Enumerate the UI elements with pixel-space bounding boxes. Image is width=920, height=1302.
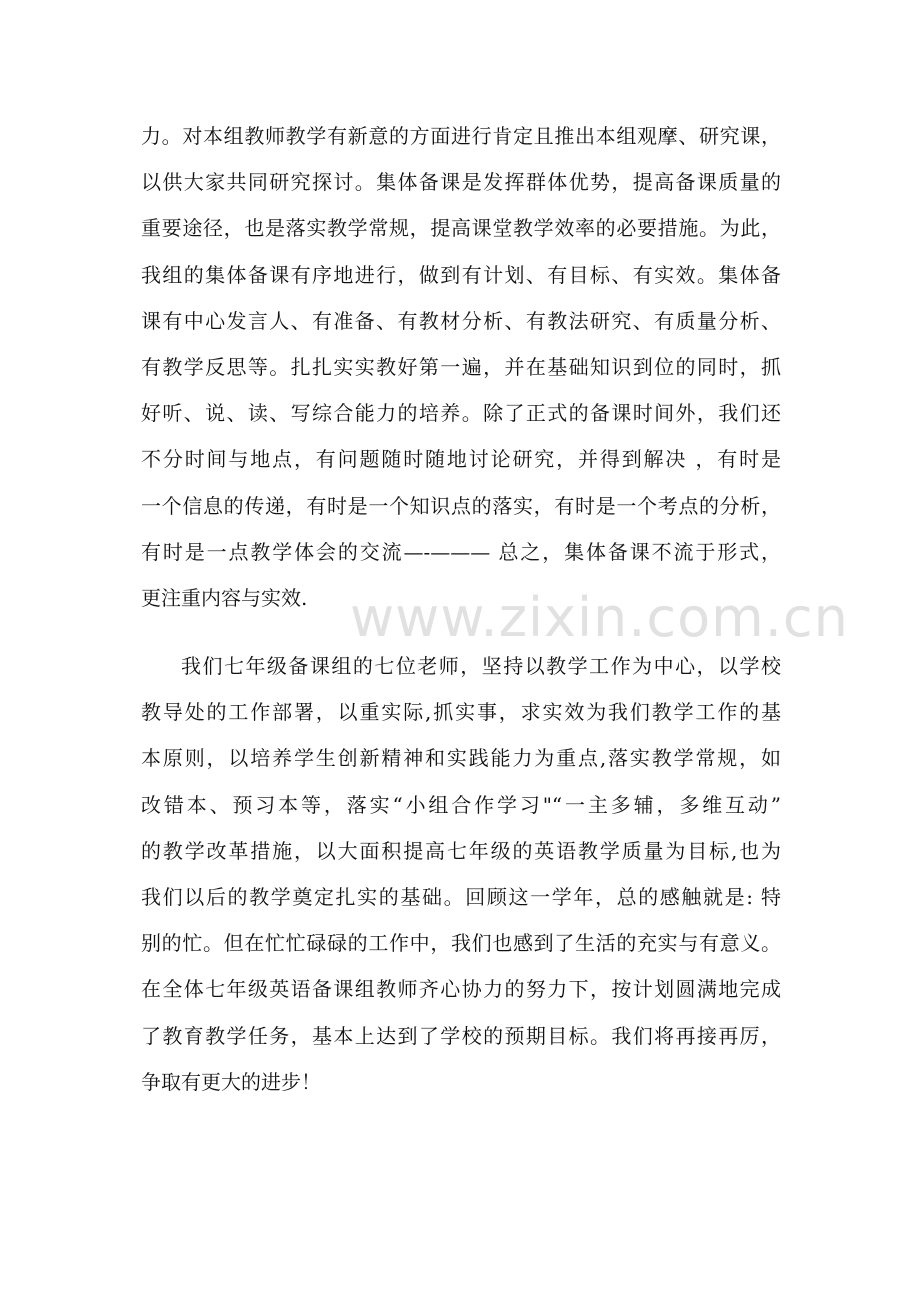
paragraph-2 <box>141 643 781 1105</box>
paragraph-line: 的教学改革措施，以大面积提高七年级的英语教学质量为目标,也为 <box>141 838 781 863</box>
paragraph-line: 我们七年级备课组的七位老师，坚持以教学工作为中心，以学校 <box>181 654 781 678</box>
paragraph-line: 一个信息的传递，有时是一个知识点的落实，有时是一个考点的分析， <box>141 493 781 518</box>
paragraph-line: 课有中心发言人、有准备、有教材分析、有教法研究、有质量分析、 <box>141 308 781 333</box>
paragraph-line: 好听、说、读、写综合能力的培养。除了正式的备课时间外，我们还 <box>141 401 781 426</box>
paragraph-line: 争取有更大的进步！ <box>141 1069 321 1094</box>
paragraph-line: 我组的集体备课有序地进行，做到有计划、有目标、有实效。集体备 <box>141 262 781 287</box>
paragraph-line: 重要途径，也是落实教学常规，提高课堂教学效率的必要措施。为此， <box>141 216 781 241</box>
paragraph-line: 改错本、预习本等，落实“小组合作学习"“一主多辅，多维互动” <box>141 792 781 817</box>
paragraph-line: 以供大家共同研究探讨。集体备课是发挥群体优势，提高备课质量的 <box>141 170 781 195</box>
paragraph-line: 有教学反思等。扎扎实实教好第一遍，并在基础知识到位的同时，抓 <box>141 354 781 379</box>
paragraph-line: 在全体七年级英语备课组教师齐心协力的努力下，按计划圆满地完成 <box>141 977 781 1002</box>
paragraph-line: 有时是一点教学体会的交流—-——— 总之，集体备课不流于形式， <box>141 539 781 564</box>
paragraph-line: 了教育教学任务，基本上达到了学校的预期目标。我们将再接再厉， <box>141 1023 781 1048</box>
paragraph-line: 教导处的工作部署，以重实际,抓实事，求实效为我们教学工作的基 <box>141 700 781 725</box>
paragraph-1 <box>141 113 781 621</box>
paragraph-line: 别的忙。但在忙忙碌碌的工作中，我们也感到了生活的充实与有意义。 <box>141 931 781 956</box>
paragraph-line: 本原则，以培养学生创新精神和实践能力为重点,落实教学常规，如 <box>141 746 781 771</box>
paragraph-line: 不分时间与地点，有问题随时随地讨论研究，并得到解决 ，有时是 <box>141 447 781 472</box>
watermark: www.zixin.com.cn <box>350 586 849 649</box>
paragraph-line: 力。对本组教师教学有新意的方面进行肯定且推出本组观摩、研究课， <box>141 124 781 148</box>
paragraph-line: 我们以后的教学奠定扎实的基础。回顾这一学年，总的感触就是: 特 <box>141 884 781 909</box>
paragraph-line: 更注重内容与实效. <box>141 585 308 610</box>
